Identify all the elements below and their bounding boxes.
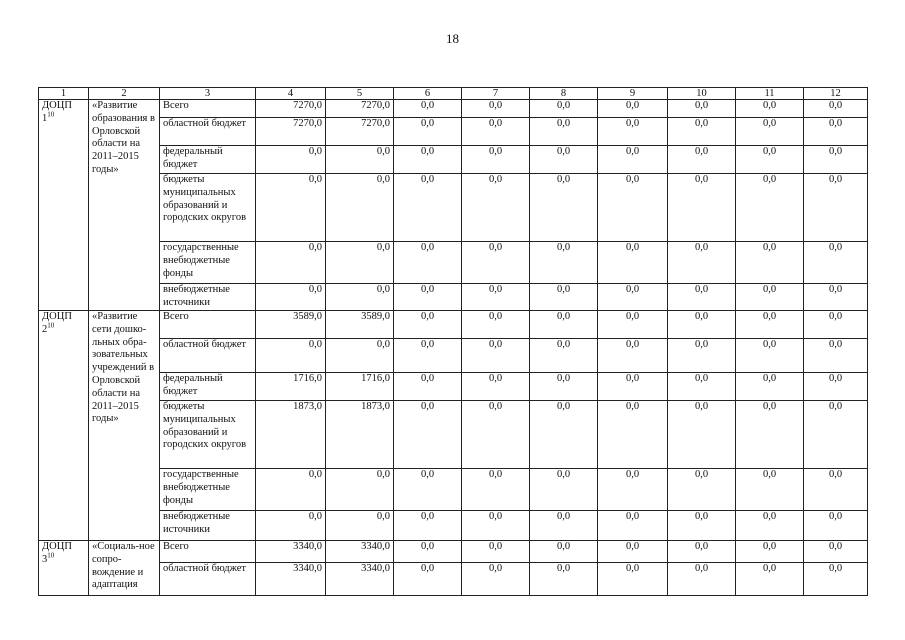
value-cell: 0,0 <box>462 401 530 469</box>
value-cell: 0,0 <box>736 541 804 563</box>
value-cell: 0,0 <box>668 118 736 146</box>
funding-source: Всего <box>160 100 256 118</box>
value-cell: 0,0 <box>804 100 868 118</box>
header-cell: 9 <box>598 88 668 100</box>
funding-source: областной бюджет <box>160 118 256 146</box>
value-cell: 0,0 <box>256 469 326 511</box>
program-name: «Развитие образования в Орловской области на 2011–2015 годы» <box>89 100 160 311</box>
funding-source: федеральный бюджет <box>160 146 256 174</box>
header-cell: 5 <box>326 88 394 100</box>
value-cell: 0,0 <box>326 511 394 541</box>
value-cell: 0,0 <box>256 146 326 174</box>
value-cell: 0,0 <box>462 541 530 563</box>
value-cell: 0,0 <box>736 284 804 311</box>
value-cell: 0,0 <box>804 401 868 469</box>
table-row <box>39 563 868 596</box>
value-cell: 0,0 <box>530 311 598 339</box>
table-row <box>39 284 868 311</box>
funding-source: областной бюджет <box>160 563 256 596</box>
header-cell: 11 <box>736 88 804 100</box>
table-row <box>39 339 868 373</box>
table-row <box>39 100 868 118</box>
value-cell: 0,0 <box>462 242 530 284</box>
value-cell: 0,0 <box>530 242 598 284</box>
value-cell: 0,0 <box>804 541 868 563</box>
value-cell: 0,0 <box>256 242 326 284</box>
budget-table <box>38 87 868 596</box>
value-cell: 0,0 <box>530 469 598 511</box>
value-cell: 0,0 <box>530 146 598 174</box>
funding-source: Всего <box>160 311 256 339</box>
value-cell: 0,0 <box>598 541 668 563</box>
value-cell: 0,0 <box>668 373 736 401</box>
value-cell: 0,0 <box>394 311 462 339</box>
funding-source: бюджеты муниципальных образований и городских округов <box>160 401 256 469</box>
funding-source: внебюджетные источники <box>160 284 256 311</box>
value-cell: 0,0 <box>394 401 462 469</box>
program-code <box>39 541 89 596</box>
value-cell: 0,0 <box>394 100 462 118</box>
value-cell: 0,0 <box>804 174 868 242</box>
value-cell: 0,0 <box>530 118 598 146</box>
value-cell: 0,0 <box>668 563 736 596</box>
header-cell: 4 <box>256 88 326 100</box>
program-code-label: ДОЦП <box>42 541 72 552</box>
value-cell: 0,0 <box>736 242 804 284</box>
header-cell: 6 <box>394 88 462 100</box>
program-code-number: 3 <box>42 553 48 565</box>
table-row <box>39 118 868 146</box>
value-cell: 0,0 <box>462 311 530 339</box>
footnote-marker: 10 <box>47 551 55 560</box>
program-code-label: ДОЦП <box>42 311 72 322</box>
value-cell: 0,0 <box>668 242 736 284</box>
value-cell: 0,0 <box>804 339 868 373</box>
program-code-number: 2 <box>42 323 48 335</box>
value-cell: 0,0 <box>530 563 598 596</box>
value-cell: 7270,0 <box>326 100 394 118</box>
value-cell: 0,0 <box>462 174 530 242</box>
value-cell: 0,0 <box>462 284 530 311</box>
value-cell: 0,0 <box>326 469 394 511</box>
value-cell: 0,0 <box>736 563 804 596</box>
value-cell: 0,0 <box>598 373 668 401</box>
value-cell: 0,0 <box>736 401 804 469</box>
value-cell: 0,0 <box>530 511 598 541</box>
value-cell: 0,0 <box>736 511 804 541</box>
value-cell: 0,0 <box>394 563 462 596</box>
table-row <box>39 541 868 563</box>
value-cell: 0,0 <box>668 511 736 541</box>
funding-source: государственные внебюджетные фонды <box>160 242 256 284</box>
value-cell: 0,0 <box>804 311 868 339</box>
value-cell: 3340,0 <box>256 563 326 596</box>
value-cell: 0,0 <box>804 146 868 174</box>
value-cell: 0,0 <box>394 469 462 511</box>
header-row <box>39 88 868 100</box>
value-cell: 0,0 <box>598 401 668 469</box>
value-cell: 1873,0 <box>256 401 326 469</box>
page-number: 18 <box>446 31 459 46</box>
table-row <box>39 511 868 541</box>
value-cell: 0,0 <box>326 339 394 373</box>
value-cell: 3340,0 <box>256 541 326 563</box>
value-cell: 0,0 <box>668 311 736 339</box>
value-cell: 0,0 <box>668 401 736 469</box>
table-row <box>39 311 868 339</box>
funding-source: внебюджетные источники <box>160 511 256 541</box>
value-cell: 0,0 <box>530 284 598 311</box>
value-cell: 0,0 <box>668 174 736 242</box>
value-cell: 0,0 <box>530 541 598 563</box>
value-cell: 0,0 <box>598 511 668 541</box>
value-cell: 0,0 <box>530 373 598 401</box>
value-cell: 0,0 <box>462 511 530 541</box>
program-name: «Развитие сети дошко-льных обра-зовательных учреждений в Орловской области на 2011–2015 годы» <box>89 311 160 541</box>
value-cell: 0,0 <box>326 284 394 311</box>
header-cell: 10 <box>668 88 736 100</box>
value-cell: 3589,0 <box>256 311 326 339</box>
value-cell: 0,0 <box>394 511 462 541</box>
value-cell: 1873,0 <box>326 401 394 469</box>
value-cell: 1716,0 <box>256 373 326 401</box>
table-row <box>39 146 868 174</box>
value-cell: 0,0 <box>326 146 394 174</box>
value-cell: 0,0 <box>598 469 668 511</box>
value-cell: 0,0 <box>598 174 668 242</box>
table-row <box>39 469 868 511</box>
value-cell: 0,0 <box>598 339 668 373</box>
value-cell: 0,0 <box>394 541 462 563</box>
value-cell: 0,0 <box>804 373 868 401</box>
value-cell: 0,0 <box>668 146 736 174</box>
value-cell: 0,0 <box>736 146 804 174</box>
footnote-marker: 10 <box>47 110 55 119</box>
table-row <box>39 242 868 284</box>
value-cell: 0,0 <box>804 563 868 596</box>
table-row <box>39 373 868 401</box>
value-cell: 3340,0 <box>326 563 394 596</box>
funding-source: государственные внебюджетные фонды <box>160 469 256 511</box>
value-cell: 0,0 <box>394 118 462 146</box>
funding-source: бюджеты муниципальных образований и городских округов <box>160 174 256 242</box>
funding-source: областной бюджет <box>160 339 256 373</box>
value-cell: 0,0 <box>462 118 530 146</box>
value-cell: 0,0 <box>394 146 462 174</box>
value-cell: 0,0 <box>668 339 736 373</box>
funding-source: Всего <box>160 541 256 563</box>
value-cell: 0,0 <box>598 563 668 596</box>
value-cell: 0,0 <box>668 541 736 563</box>
value-cell: 0,0 <box>804 118 868 146</box>
value-cell: 1716,0 <box>326 373 394 401</box>
table-row <box>39 174 868 242</box>
program-code-label: ДОЦП <box>42 100 72 111</box>
value-cell: 3340,0 <box>326 541 394 563</box>
value-cell: 0,0 <box>256 511 326 541</box>
program-code <box>39 311 89 541</box>
value-cell: 0,0 <box>598 311 668 339</box>
value-cell: 0,0 <box>530 401 598 469</box>
value-cell: 0,0 <box>394 242 462 284</box>
value-cell: 0,0 <box>598 100 668 118</box>
header-cell: 8 <box>530 88 598 100</box>
header-cell: 3 <box>160 88 256 100</box>
value-cell: 0,0 <box>326 242 394 284</box>
value-cell: 0,0 <box>462 563 530 596</box>
value-cell: 0,0 <box>462 339 530 373</box>
value-cell: 0,0 <box>530 100 598 118</box>
value-cell: 0,0 <box>804 242 868 284</box>
value-cell: 0,0 <box>668 469 736 511</box>
header-cell: 7 <box>462 88 530 100</box>
value-cell: 3589,0 <box>326 311 394 339</box>
value-cell: 0,0 <box>462 373 530 401</box>
value-cell: 7270,0 <box>326 118 394 146</box>
header-cell: 2 <box>89 88 160 100</box>
header-cell: 12 <box>804 88 868 100</box>
value-cell: 0,0 <box>394 284 462 311</box>
value-cell: 7270,0 <box>256 100 326 118</box>
value-cell: 0,0 <box>804 469 868 511</box>
program-code <box>39 100 89 311</box>
program-code-number: 1 <box>42 112 48 124</box>
value-cell: 0,0 <box>394 174 462 242</box>
value-cell: 0,0 <box>598 118 668 146</box>
value-cell: 0,0 <box>326 174 394 242</box>
value-cell: 0,0 <box>736 373 804 401</box>
value-cell: 0,0 <box>462 100 530 118</box>
table-row <box>39 401 868 469</box>
value-cell: 0,0 <box>598 284 668 311</box>
value-cell: 0,0 <box>668 100 736 118</box>
value-cell: 0,0 <box>804 284 868 311</box>
value-cell: 0,0 <box>530 339 598 373</box>
value-cell: 0,0 <box>736 118 804 146</box>
value-cell: 0,0 <box>462 469 530 511</box>
value-cell: 0,0 <box>462 146 530 174</box>
value-cell: 0,0 <box>736 339 804 373</box>
program-name: «Социаль-ное сопро-вождение и адаптация <box>89 541 160 596</box>
value-cell: 0,0 <box>736 469 804 511</box>
header-cell: 1 <box>39 88 89 100</box>
value-cell: 0,0 <box>736 100 804 118</box>
value-cell: 0,0 <box>804 511 868 541</box>
value-cell: 0,0 <box>394 339 462 373</box>
value-cell: 0,0 <box>598 146 668 174</box>
value-cell: 0,0 <box>598 242 668 284</box>
value-cell: 0,0 <box>256 284 326 311</box>
value-cell: 0,0 <box>736 174 804 242</box>
value-cell: 0,0 <box>256 339 326 373</box>
value-cell: 7270,0 <box>256 118 326 146</box>
value-cell: 0,0 <box>736 311 804 339</box>
funding-source: федеральный бюджет <box>160 373 256 401</box>
value-cell: 0,0 <box>394 373 462 401</box>
value-cell: 0,0 <box>668 284 736 311</box>
footnote-marker: 10 <box>47 321 55 330</box>
value-cell: 0,0 <box>530 174 598 242</box>
value-cell: 0,0 <box>256 174 326 242</box>
